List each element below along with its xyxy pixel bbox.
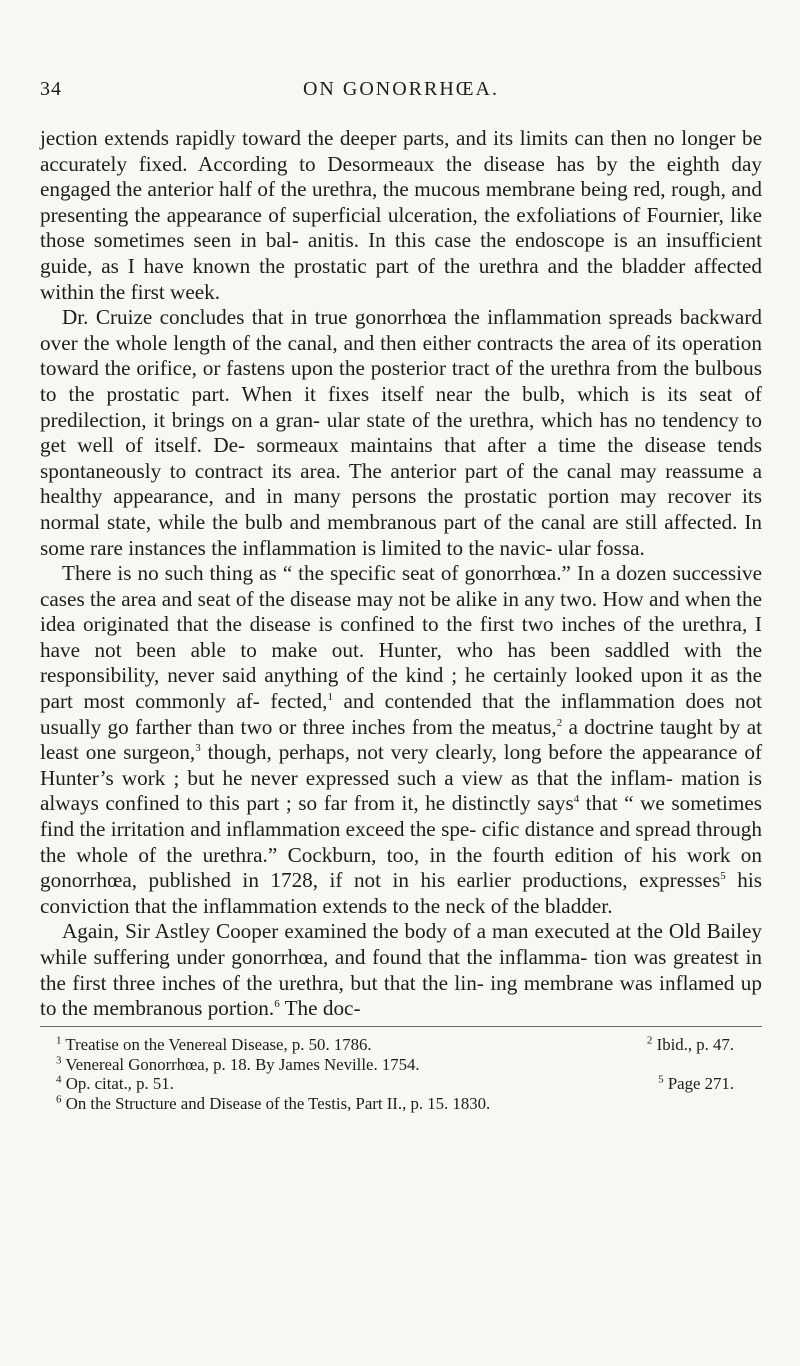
footnote [56,1055,420,1075]
running-head: ON GONORRHŒA. [302,78,499,100]
paragraph-text: The doc- [279,996,361,1021]
footnote-ref: 4 [573,793,580,806]
footnote-ref: 1 [327,691,333,703]
footnote-mark: 1 [56,1034,62,1047]
paragraph-text: his conviction that the inflammation extends to the neck of the bladder. [40,868,762,918]
footnote-rule [40,1026,762,1027]
paragraph-text: a doctrine taught by at least one surgeon, [40,714,763,765]
body-text [40,126,762,1022]
footnote-row [40,1035,762,1055]
footnotes [40,1035,762,1114]
paragraph: Dr. Cruize concludes that in true gonorrhœa the inflammation spreads backward over the whole length of the canal, and then either contracts the area of its operation toward the orifice, or fastens upon the posterior tract of the urethra from the bulbous to the prostatic part. When it fixes itself near the bulb, which is its seat of predilection, it brings on a gran- ular state of the urethra, which has no tendency to get well of itself. De- sormeaux maintains that after a time the disease tends spontaneously to contract its area. The anterior part of the canal may reassume a healthy appearance, and in many persons the prostatic portion may recover its normal state, while the bulb and membranous part of the canal are still affected. In some rare instances the inflammation is limited to the navic- ular fossa. [40,305,762,560]
footnote-text: Venereal Gonorrhœa, p. 18. By James Neville. 1754. [65,1054,420,1074]
footnote-row [40,1074,762,1094]
footnote [658,1074,762,1094]
footnote-text: Ibid., p. 47. [656,1034,734,1054]
paragraph-text: and contended that the inflammation does not usually go farther than two or three inches from the meatus, [40,689,762,739]
page-header [40,78,762,104]
paragraph: jection extends rapidly toward the deeper parts, and its limits can then no longer be accurately fixed. According to Desormeaux the disease has by the eighth day engaged the anterior half of the urethra, the mucous membrane being red, rough, and presenting the appearance of superficial ulceration, the exfoliations of Fournier, like those sometimes seen in bal- anitis. In this case the endoscope is an insufficient guide, as I have known the prostatic part of the urethra and the bladder affected within the first week. [40,126,762,304]
paragraph-text: that “ we sometimes find the irritation and inflammation exceed the spe- cific distance and spread through the whole of the urethra.” Cockburn, too, in the fourth edition of his work on gonorrhœa, published in 1728, if not in his earlier productions, expresses [40,791,762,893]
footnote-ref: 5 [720,870,726,883]
footnote-mark: 4 [56,1073,62,1086]
footnote-mark: 2 [646,1034,653,1047]
footnote-text: Treatise on the Venereal Disease, p. 50. 1786. [65,1034,372,1054]
paragraph-text: Again, Sir Astley Cooper examined the body of a man executed at the Old Bailey while suffering under gonorrhœa, and found that the inflamma- tion was greatest in the first three inches of the urethra, but that the lin- ing membrane was inflamed up to the membranous portion. [40,919,762,1021]
footnote [56,1074,174,1094]
footnote-ref: 6 [274,998,280,1011]
paragraph-text: There is no such thing as “ the specific seat of gonorrhœa.” In a dozen successive cases the area and seat of the disease may not be alike in any two. How and when the idea originated that the disease is confined to the first two inches of the urethra, I have not been able to make out. Hunter, who has been saddled with the responsibility, never said anything of the kind ; he certainly looked upon it as the part most commonly af- fected, [40,561,762,714]
footnote-ref: 3 [195,742,201,755]
footnote [56,1035,372,1055]
footnote-text: Op. citat., p. 51. [65,1074,174,1094]
footnote-row [40,1094,762,1114]
footnote-mark: 3 [56,1053,62,1066]
page-number: 34 [40,78,62,100]
footnote-mark: 6 [56,1093,62,1106]
book-page [40,78,762,1114]
footnote [647,1035,762,1055]
footnote-ref: 2 [556,716,563,729]
footnote-mark: 5 [658,1073,664,1086]
paragraph [40,561,762,919]
footnote-row [40,1055,762,1075]
footnote-text: On the Structure and Disease of the Testis, Part II., p. 15. 1830. [65,1094,491,1114]
footnote [56,1094,490,1114]
paragraph [40,919,762,1021]
footnote-text: Page 271. [667,1074,734,1094]
paragraph-text: though, perhaps, not very clearly, long before the appearance of Hunter’s work ; but he never expressed such a view as that the inflam- mation is always confined to this part ; so far from it, he distinctly says [40,740,762,816]
